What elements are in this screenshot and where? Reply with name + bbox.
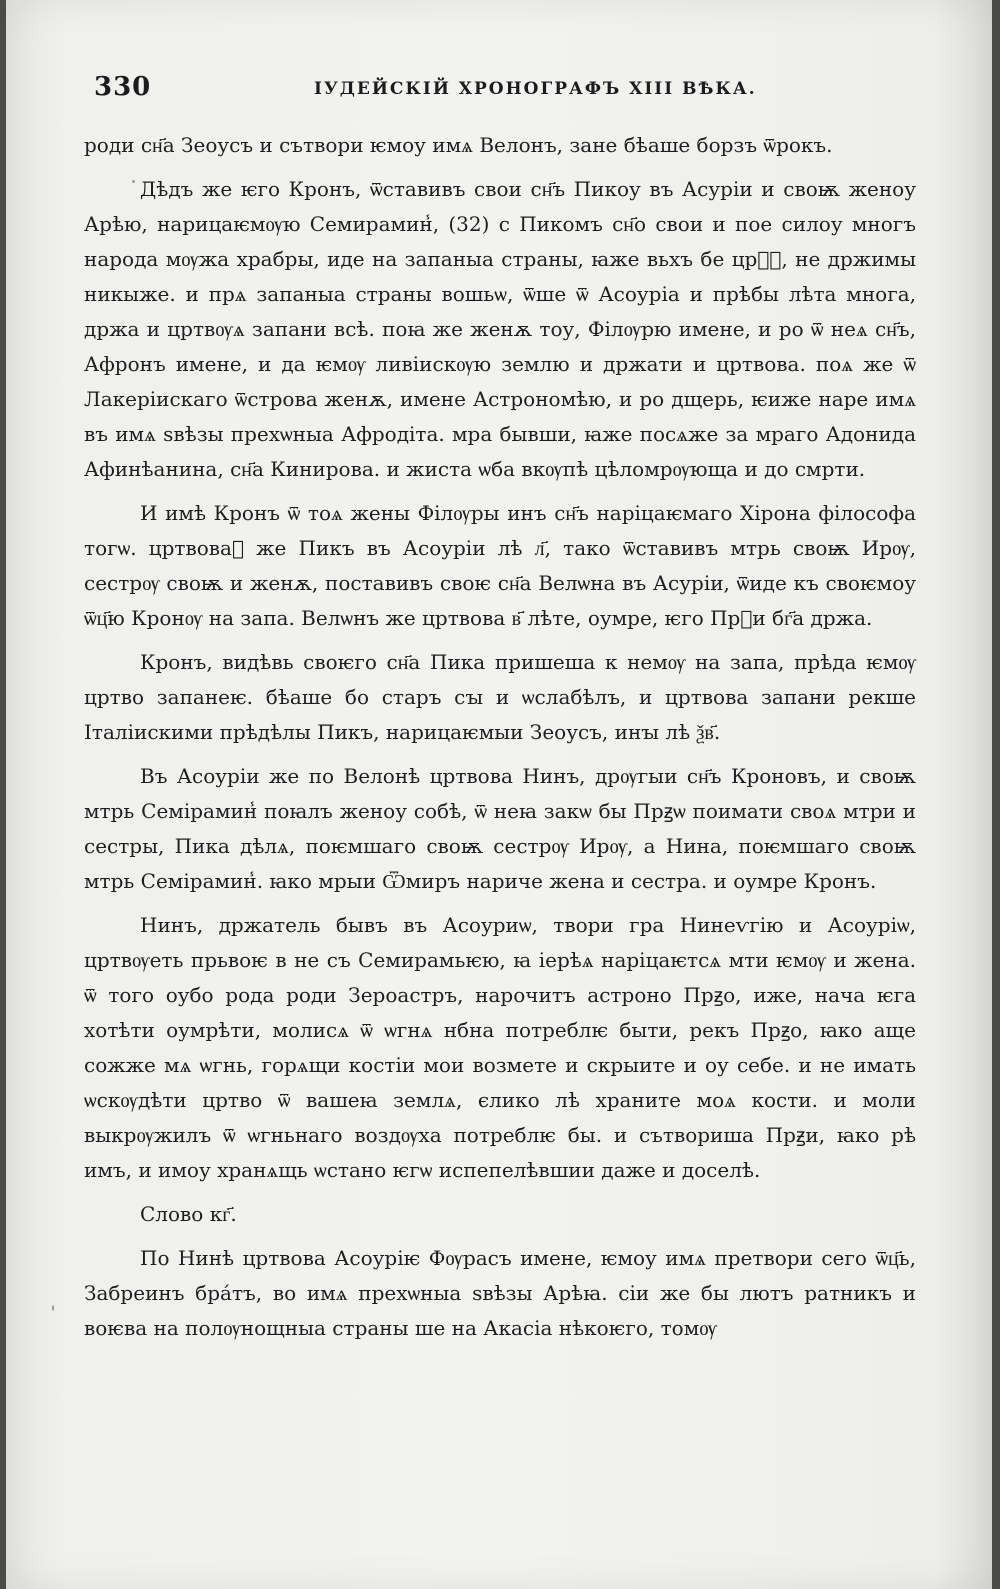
paper-speck bbox=[132, 180, 135, 183]
paragraph: Кронъ, видѣвь своѥго сн҃а Пика пришеша к немѹ на запа, прѣда ѥмѹ цртво запанеѥ. бѣаше бо старъ сꙑ и ѡслабѣлъ, и цртвова запани рекше Італіискими прѣдѣлы Пикъ, нарицаѥмыи Зеоусъ, инꙑ лѣ ѯв҃. bbox=[84, 650, 916, 744]
paragraph: По Нинѣ цртвова Асоуріѥ Фѹрасъ имене, ѥмоу имѧ претвори сего ѿц҃ь, Забреинъ бра́тъ, во имѧ прехѡныа ѕвѣзы Арѣꙗ. сіи же бы лютъ ратникъ и воѥва на полѹнощныа страны ше на Акасіа нѣкоѥго, томѹ bbox=[84, 1246, 916, 1340]
paragraph: Въ Асоуріи же по Велонѣ цртвова Нинъ, дрѹгыи сн҃ъ Кроновъ, и своѭ мтрь Семірамин̾ поꙗлъ женоу собѣ, ѿ неꙗ закѡ бы Прꙃѡ поимати своѧ мтри и сестры, Пика дѣлѧ, поѥмшаго своѭ сестрѹ Ирѹ, а Нина, поѥмшаго своѭ мтрь Семірамин̾. ꙗко мрыи Ѿмиръ нариче жена и сестра. и оумре Кронъ. bbox=[84, 764, 916, 893]
paper-speck bbox=[52, 1305, 54, 1311]
page-number: 330 bbox=[94, 72, 152, 102]
paragraph: роди сн҃а Зеоусъ и сътвори ѥмоу имѧ Велонъ, зане бѣаше борзъ ѿрокъ. bbox=[84, 133, 833, 157]
paragraph: Дѣдъ же ѥго Кронъ, ѿставивъ свои сн҃ъ Пикоу въ Асуріи и своѭ женоу Арѣю, нарицаѥмѹю Семирамин̾, (32) с Пикомъ сн҃о свои и пое силоу многъ народа мѹжа храбры, иде на запаныа страны, ꙗже вьхъ бе црⷭ҇, не држимы никыже. и прѧ запаныа страны вошьѡ, ѿше ѿ Асоуріа и прѣбы лѣта многа, држа и цртвѹѧ запани всѣ. поꙗ же женѫ тоу, Філѹрю имене, и ро ѿ неѧ сн҃ъ, Афронъ имене, и да ѥмѹ ливіискѹю землю и држати и цртвова. поѧ же ѿ Лакеріискаго ѿстрова женѫ, имене Астрономѣю, и ро дщерь, ѥиже наре имѧ въ имѧ ѕвѣзы прехѡныа Афродіта. мра бывши, ꙗже посѧже за мраго Адонида Афинѣанина, сн҃а Кинирова. и жиста ѡба вкѹпѣ цѣломрѹюща и до смрти. bbox=[84, 177, 916, 481]
section-heading: Слово кг҃. bbox=[140, 1202, 237, 1226]
page-header bbox=[94, 72, 914, 106]
paragraph: Нинъ, држатель бывъ въ Асоуриѡ, твори гра Нинеѵгію и Асоуріѡ, цртвѹеть прьвоѥ в не съ Семирамьѥю, ꙗ іерѣѧ наріцаѥтсѧ мти ѥмѹ и жена. ѿ того оубо рода роди Зероастръ, нарочитъ астроно Прꙃо, иже, нача ѥга хотѣти оумрѣти, молисѧ ѿ ѡгнѧ нбна потреблѥ быти, рекъ Прꙃо, ꙗко аще сожже мѧ ѡгнь, горѧщи костіи мои возмете и скрыите и оу себе. и не имать ѡскѹдѣти цртво ѿ вашеꙗ землѧ, єлико лѣ храните моѧ кости. и моли выкрѹжилъ ѿ ѡгньнаго воздѹха потреблѥ бы. и сътвориша Прꙃи, ꙗко рѣ имъ, и имоу хранѧщь ѡстано ѥгѡ испепелѣвшии даже и доселѣ. bbox=[84, 913, 916, 1182]
running-head: ІУДЕЙСКІЙ ХРОНОГРАФЪ XIII ВѢКА. bbox=[314, 79, 757, 99]
paragraph: И имѣ Кронъ ѿ тоѧ жены Філѹры инъ сн҃ъ наріцаѥмаго Хірона філософа тогѡ. цртвоваⷡ же Пикъ въ Асоуріи лѣ л҃, тако ѿставивъ мтрь своѭ Ирѹ, сестрѹ своѭ и женѫ, поставивъ своѥ сн҃а Велѡна въ Асуріи, ѿиде къ своѥмоу ѿц҃ю Кронѹ на запа. Велѡнъ же цртвова в҃ лѣте, оумре, ѥго Прꙃи бг҃а држа. bbox=[84, 501, 916, 630]
body-text bbox=[84, 128, 916, 1355]
book-page bbox=[6, 0, 992, 1589]
